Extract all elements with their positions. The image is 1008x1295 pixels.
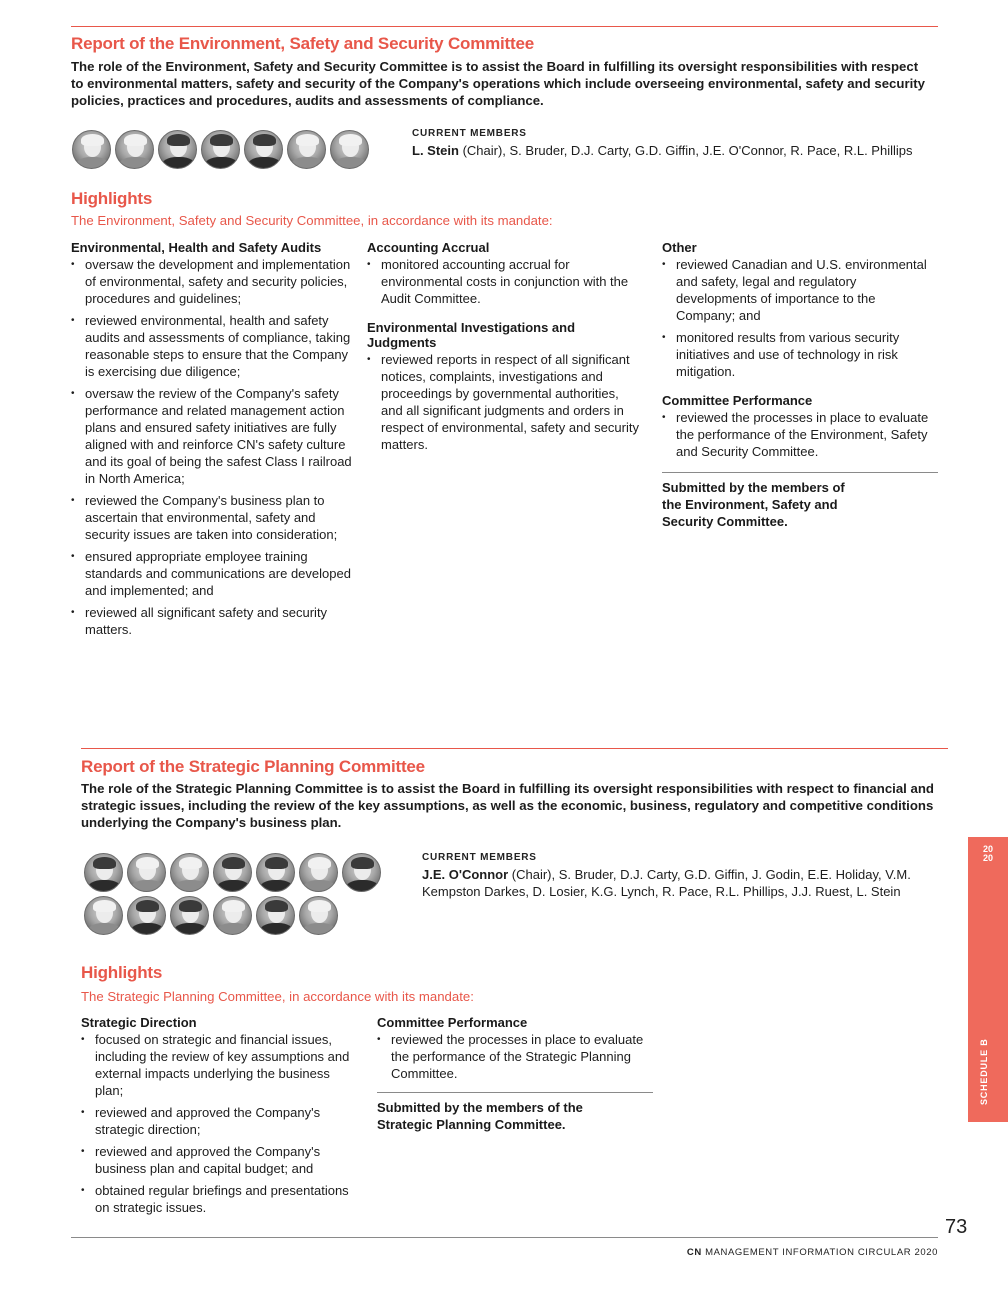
member-photo	[256, 896, 295, 935]
esc-intro: The role of the Environment, Safety and Security Committee is to assist the Board in fulfilling its oversight responsibilities with respect to environmental matters, safety and security of the Company's operations which include overseeing environmental, safety and security policies, practices and procedures, audits and assessments of compliance.	[71, 59, 925, 108]
esc-chair-name: L. Stein	[412, 143, 459, 158]
esc-members	[412, 128, 942, 159]
list-item: • reviewed reports in respect of all significant notices, complaints, investigations and proceedings by governmental authorities, and all significant judgments and orders in respect of environmental, safety and security matters.	[367, 351, 639, 453]
member-photo	[287, 130, 326, 169]
footer-circular: MANAGEMENT INFORMATION CIRCULAR 2020	[701, 1247, 938, 1258]
footer-title	[687, 1247, 938, 1258]
member-photo	[213, 896, 252, 935]
schedule-side-tab	[968, 837, 1008, 1122]
spc-col-direction	[81, 1015, 357, 1221]
list-item: • reviewed all significant safety and security matters.	[71, 604, 353, 638]
esc-members-label: CURRENT MEMBERS	[412, 128, 527, 139]
esc-top-rule	[71, 26, 938, 27]
list-item: • reviewed and approved the Company's strategic direction;	[81, 1104, 357, 1138]
esc-accrual-heading: Accounting Accrual	[367, 240, 490, 255]
list-item: • reviewed Canadian and U.S. environmental and safety, legal and regulatory developments of importance to the Company; and	[662, 256, 938, 324]
esc-investigations-heading: Environmental Investigations and Judgments	[367, 320, 576, 350]
member-photo	[115, 130, 154, 169]
esc-accrual-list	[367, 256, 639, 307]
esc-members-list	[412, 142, 942, 159]
spc-direction-heading: Strategic Direction	[81, 1015, 197, 1030]
spc-members-list	[422, 866, 952, 900]
list-item: • reviewed the processes in place to evaluate the performance of the Strategic Planning Committee.	[377, 1031, 653, 1082]
esc-mandate: The Environment, Safety and Security Committee, in accordance with its mandate:	[71, 213, 553, 228]
spc-mandate: The Strategic Planning Committee, in accordance with its mandate:	[81, 989, 474, 1004]
esc-investigations-list	[367, 351, 639, 453]
list-item: • monitored results from various security initiatives and use of technology in risk mitigation.	[662, 329, 938, 380]
esc-other-heading: Other	[662, 240, 697, 255]
esc-col-audits	[71, 240, 353, 643]
esc-other-list	[662, 256, 938, 380]
esc-member-photos	[72, 130, 402, 169]
list-item: • reviewed the Company's business plan to ascertain that environmental, safety and security issues are taken into consideration;	[71, 492, 353, 543]
spc-member-photos	[84, 853, 404, 935]
member-photo	[244, 130, 283, 169]
list-item: • reviewed the processes in place to evaluate the performance of the Environment, Safety and Security Committee.	[662, 409, 938, 460]
member-photo	[170, 896, 209, 935]
esc-members-rest: (Chair), S. Bruder, D.J. Carty, G.D. Giffin, J.E. O'Connor, R. Pace, R.L. Phillips	[458, 143, 913, 158]
spc-highlights-heading: Highlights	[81, 963, 163, 982]
footer-brand: CN	[686, 1247, 702, 1258]
member-photo	[256, 853, 295, 892]
spc-members-label: CURRENT MEMBERS	[422, 852, 537, 863]
list-item: • reviewed and approved the Company's business plan and capital budget; and	[81, 1143, 357, 1177]
spc-direction-list	[81, 1031, 357, 1216]
esc-performance-list	[662, 409, 938, 460]
esc-audits-list	[71, 256, 353, 638]
member-photo	[299, 896, 338, 935]
spc-col-performance	[377, 1015, 653, 1133]
list-item: • oversaw the development and implementation of environmental, safety and security policies, procedures and guidelines;	[71, 256, 353, 307]
list-item: • monitored accounting accrual for environmental costs in conjunction with the Audit Committee.	[367, 256, 639, 307]
member-photo	[158, 130, 197, 169]
member-photo	[330, 130, 369, 169]
member-photo	[213, 853, 252, 892]
year-mark: 20 20	[982, 844, 993, 863]
list-item: • focused on strategic and financial issues, including the review of key assumptions and external impacts underlying the business plan;	[81, 1031, 357, 1099]
member-photo	[299, 853, 338, 892]
footer-rule	[71, 1237, 938, 1238]
esc-audits-heading: Environmental, Health and Safety Audits	[71, 240, 322, 255]
spc-intro: The role of the Strategic Planning Committee is to assist the Board in fulfilling its oversight responsibilities with respect to financial and strategic issues, including the review of the key assumptions, as well as the economic, business, regulatory and competitive conditions underlying the Company's business plan.	[81, 781, 934, 830]
spc-chair-name: J.E. O'Connor	[422, 867, 509, 882]
spc-submitted: Submitted by the members of the Strategic Planning Committee.	[377, 1100, 583, 1132]
esc-col-other	[662, 240, 938, 530]
member-photo	[72, 130, 111, 169]
member-photo	[342, 853, 381, 892]
member-photo	[201, 130, 240, 169]
esc-performance-heading: Committee Performance	[662, 393, 813, 408]
spc-members-rest: (Chair), S. Bruder, D.J. Carty, G.D. Giffin, J. Godin, E.E. Holiday, V.M. Kempston Darkes, D. Losier, K.G. Lynch, R. Pace, R.L. Phillips, J.J. Ruest, L. Stein	[422, 867, 911, 899]
member-photo	[127, 896, 166, 935]
page-number: 73	[945, 1216, 968, 1238]
member-photo	[170, 853, 209, 892]
list-item: • ensured appropriate employee training standards and communications are developed and implemented; and	[71, 548, 353, 599]
schedule-label: SCHEDULE B	[979, 1038, 989, 1105]
esc-highlights-heading: Highlights	[71, 189, 153, 208]
list-item: • oversaw the review of the Company's safety performance and related management action plans and ensured safety initiatives are fully aligned with and reinforce CN's safety culture and its goal of being the safest Class I railroad in North America;	[71, 385, 353, 487]
list-item: • reviewed environmental, health and safety audits and assessments of compliance, taking reasonable steps to ensure that the Company is exercising due diligence;	[71, 312, 353, 380]
member-photo	[84, 853, 123, 892]
spc-top-rule	[81, 748, 948, 749]
member-photo	[127, 853, 166, 892]
esc-col-accrual	[367, 240, 639, 458]
spc-performance-list	[377, 1031, 653, 1082]
member-photo	[84, 896, 123, 935]
spc-title: Report of the Strategic Planning Committee	[81, 757, 425, 776]
spc-performance-heading: Committee Performance	[377, 1015, 528, 1030]
list-item: • obtained regular briefings and presentations on strategic issues.	[81, 1182, 357, 1216]
spc-members	[422, 852, 952, 900]
esc-submitted: Submitted by the members of the Environment, Safety and Security Committee.	[662, 480, 845, 529]
esc-title: Report of the Environment, Safety and Security Committee	[71, 34, 534, 53]
